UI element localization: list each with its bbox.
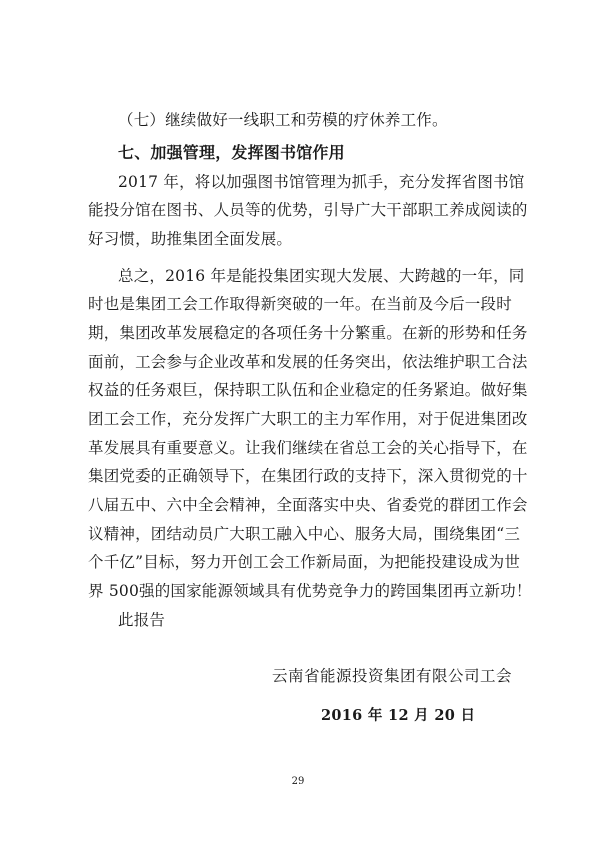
section-7-heading: 七、加强管理，发挥图书馆作用 xyxy=(118,143,345,162)
summary-line-7: 革发展具有重要意义。让我们继续在省总工会的关心指导下，在 xyxy=(88,439,528,457)
item-7-text: （七）继续做好一线职工和劳模的疗休养工作。 xyxy=(118,111,448,129)
summary-line-5: 权益的任务艰巨，保持职工队伍和企业稳定的任务紧迫。做好集 xyxy=(88,381,528,399)
section-7-line-1: 2017 年，将以加强图书馆管理为抓手，充分发挥省图书馆 xyxy=(118,173,525,191)
summary-line-10: 议精神，团结动员广大职工融入中心、服务大局，围绕集团“三 xyxy=(88,525,521,543)
summary-line-3: 期，集团改革发展稳定的各项任务十分繁重。在新的形势和任务 xyxy=(88,324,528,342)
summary-line-2: 时也是集团工会工作取得新突破的一年。在当前及今后一段时 xyxy=(88,295,512,313)
summary-line-8: 集团党委的正确领导下，在集团行政的支持下，深入贯彻党的十 xyxy=(88,467,528,485)
section-7-line-2: 能投分馆在图书、人员等的优势，引导广大干部职工养成阅读的 xyxy=(88,201,528,219)
summary-line-1: 总之，2016 年是能投集团实现大发展、大跨越的一年，同 xyxy=(118,267,525,285)
signature-organization: 云南省能源投资集团有限公司工会 xyxy=(272,667,513,685)
summary-line-9: 八届五中、六中全会精神，全面落实中央、省委党的群团工作会 xyxy=(88,496,528,514)
summary-line-11: 个千亿”目标，努力开创工会工作新局面，为把能投建设成为世 xyxy=(88,553,521,571)
page-number: 29 xyxy=(291,776,305,787)
summary-line-4: 面前，工会参与企业改革和发展的任务突出，依法维护职工合法 xyxy=(88,353,528,371)
summary-line-12: 界 500强的国家能源领域具有优势竞争力的跨国集团再立新功！ xyxy=(88,582,532,600)
signature-date: 2016 年 12 月 20 日 xyxy=(321,707,476,724)
summary-line-6: 团工会工作，充分发挥广大职工的主力军作用，对于促进集团改 xyxy=(88,410,528,428)
closing-text: 此报告 xyxy=(118,611,166,629)
section-7-line-3: 好习惯，助推集团全面发展。 xyxy=(88,230,293,248)
